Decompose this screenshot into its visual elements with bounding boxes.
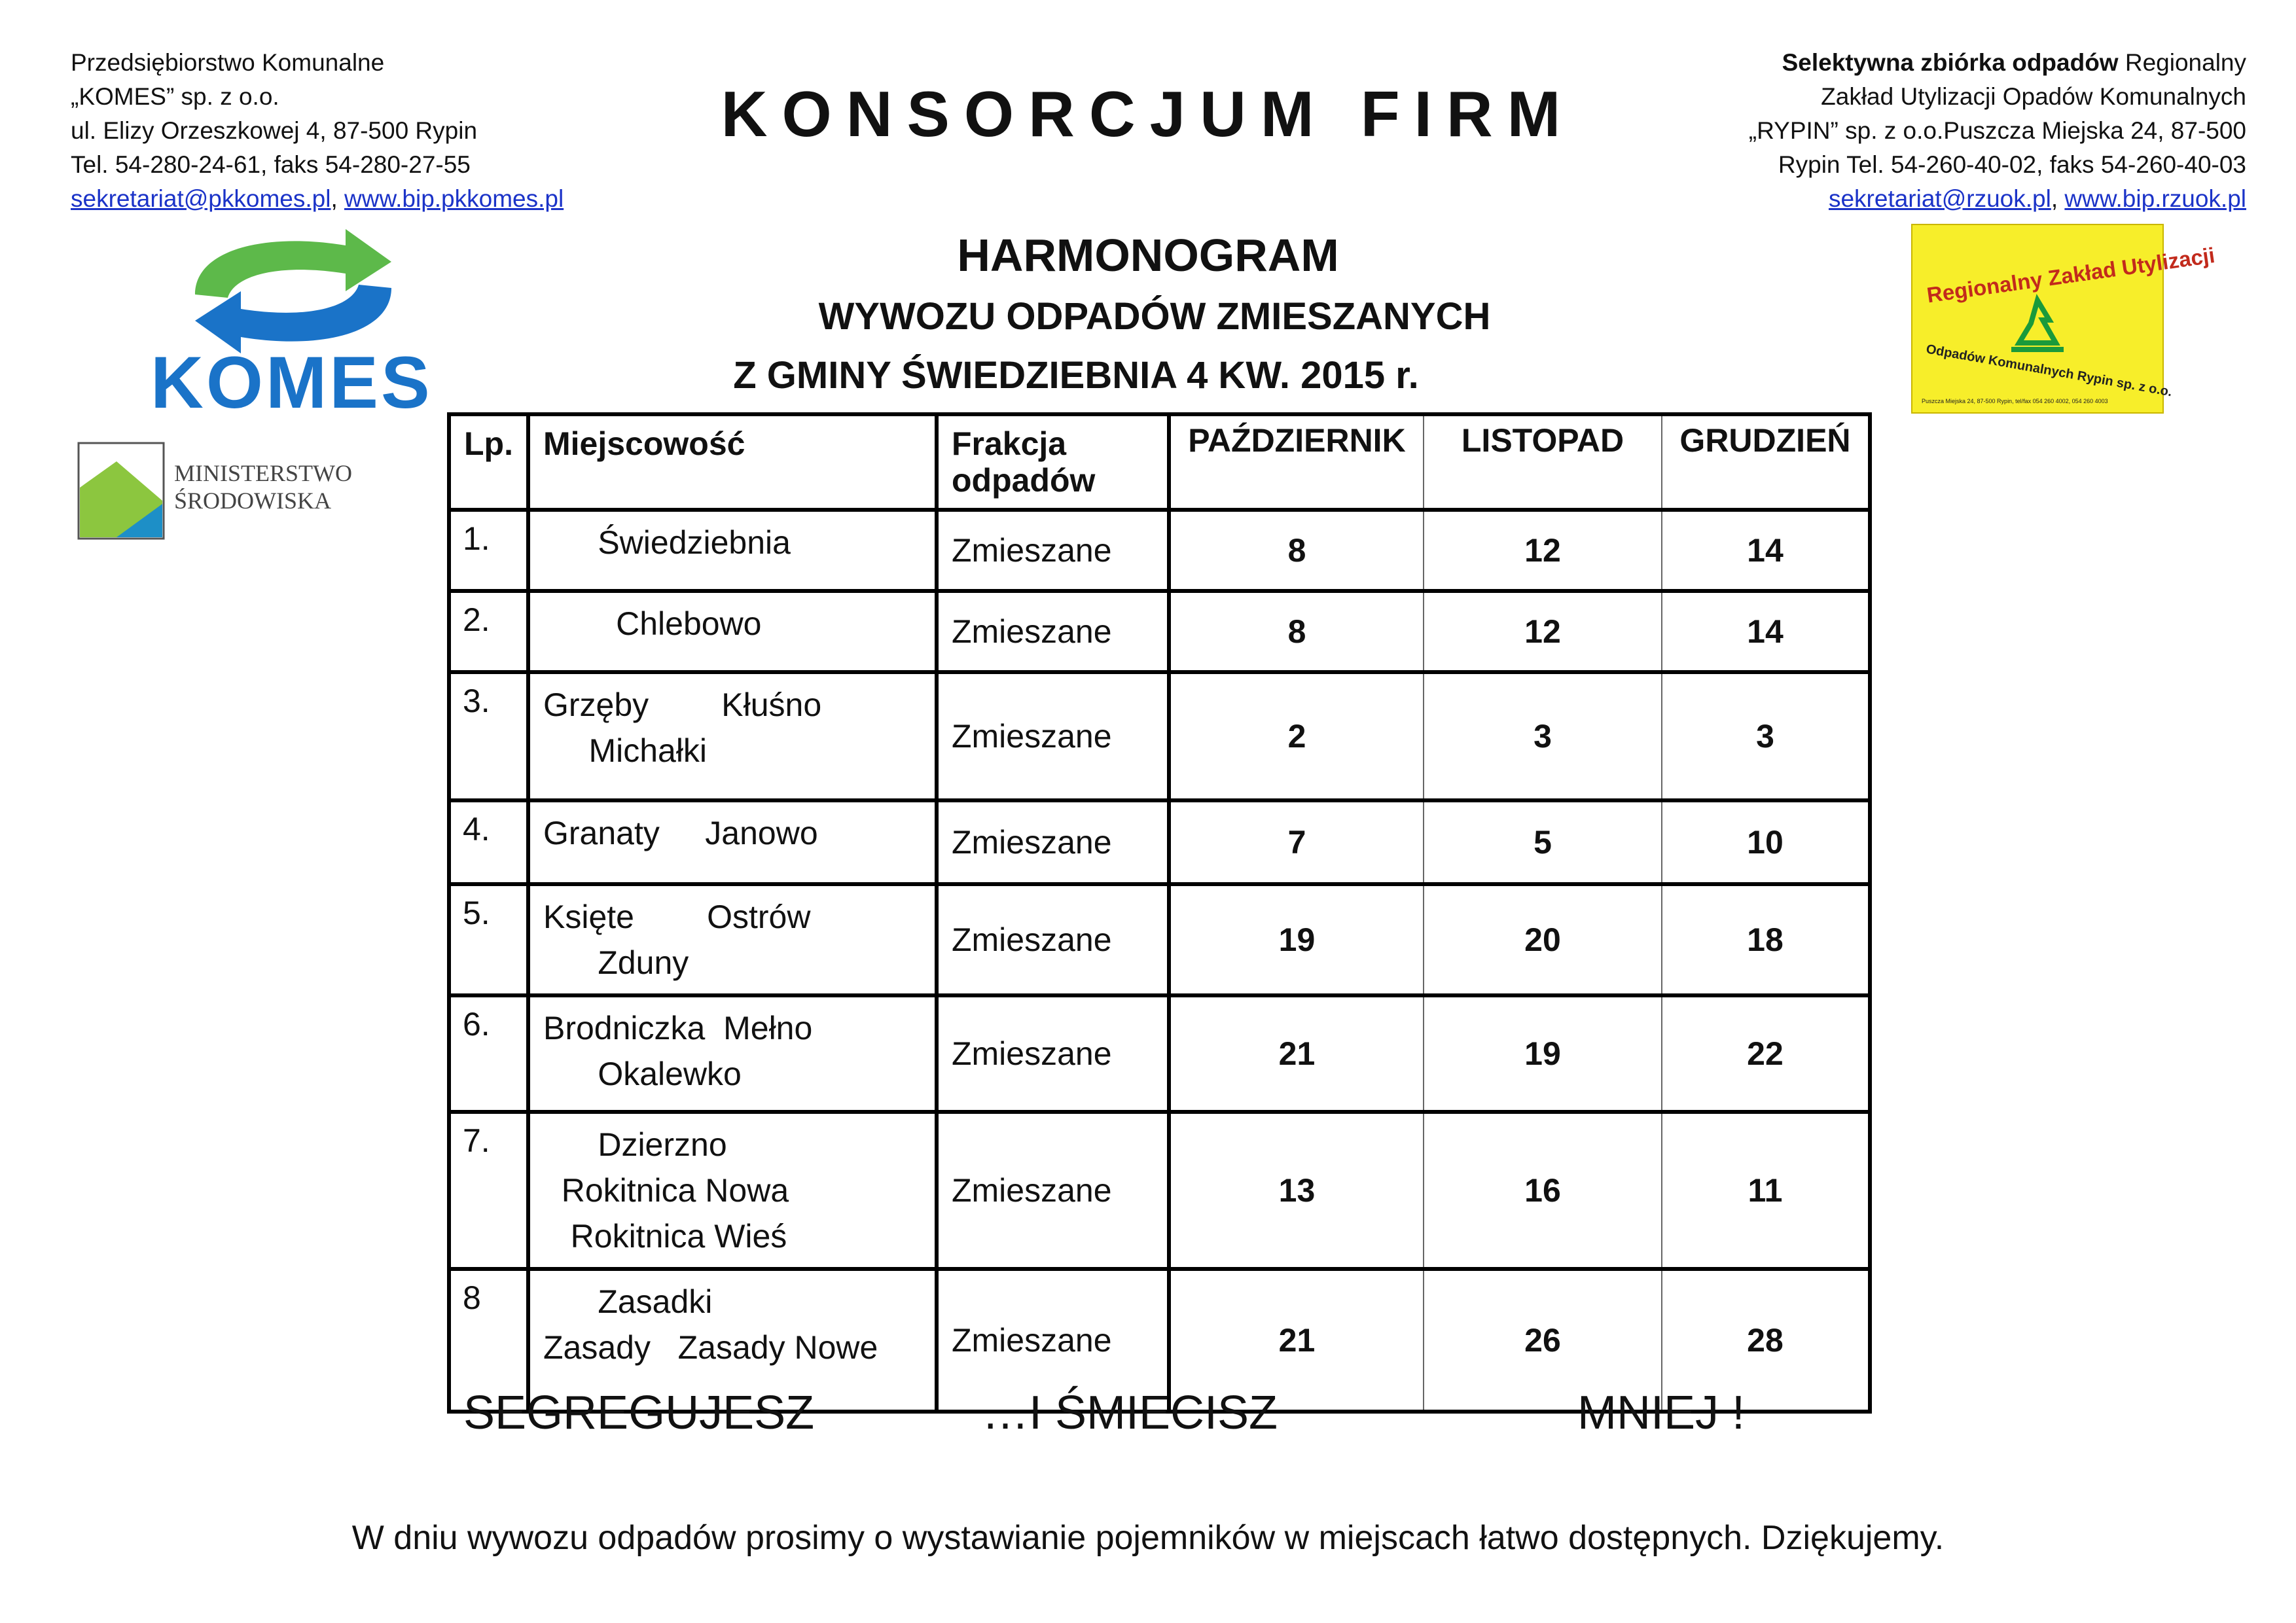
ministry-name-line1: MINISTERSTWO: [174, 460, 352, 486]
row-december: 10: [1662, 800, 1870, 884]
left-www-link[interactable]: www.bip.pkkomes.pl: [344, 185, 564, 212]
left-company-shortname: „KOMES” sp. z o.o.: [71, 83, 279, 110]
table-row: [449, 884, 1870, 995]
header-place: Miejscowość: [528, 414, 937, 510]
right-www-link[interactable]: www.bip.rzuok.pl: [2064, 185, 2246, 212]
slogan-part-2: …I ŚMIECISZ: [982, 1387, 1278, 1439]
table-row: [449, 591, 1870, 672]
rzuok-logo-small-text: Puszcza Miejska 24, 87-500 Rypin, tel/fax 054 260 4002, 054 260 4003: [1922, 398, 2108, 404]
left-email-link[interactable]: sekretariat@pkkomes.pl: [71, 185, 331, 212]
row-november: 26: [1424, 1269, 1662, 1412]
row-fraction: Zmieszane: [937, 995, 1169, 1112]
row-place: Świedziebnia: [528, 510, 937, 591]
right-company-links: [1749, 182, 2246, 216]
row-lp: 7.: [449, 1112, 528, 1269]
row-place: Zasadki Zasady Zasady Nowe: [528, 1269, 937, 1412]
right-email-link[interactable]: sekretariat@rzuok.pl: [1828, 185, 2051, 212]
row-fraction: Zmieszane: [937, 591, 1169, 672]
row-fraction: Zmieszane: [937, 510, 1169, 591]
row-place: Chlebowo: [528, 591, 937, 672]
row-place: Brodniczka Mełno Okalewko: [528, 995, 937, 1112]
row-lp: 4.: [449, 800, 528, 884]
table-row: [449, 1112, 1870, 1269]
left-company-phone: Tel. 54-280-24-61, faks 54-280-27-55: [71, 151, 471, 178]
heading-main: HARMONOGRAM: [957, 230, 1339, 281]
ministry-emblem-icon: [79, 443, 164, 539]
row-november: 12: [1424, 510, 1662, 591]
row-november: 19: [1424, 995, 1662, 1112]
row-october: 21: [1169, 1269, 1424, 1412]
row-october: 21: [1169, 995, 1424, 1112]
right-company-line1-rest: Regionalny: [2118, 49, 2246, 76]
right-company-phone: Rypin Tel. 54-260-40-02, faks 54-260-40-03: [1778, 151, 2246, 178]
right-company-line3: „RYPIN” sp. z o.o.Puszcza Miejska 24, 87-500: [1748, 117, 2246, 144]
header-month-october: PAŹDZIERNIK: [1169, 414, 1424, 510]
table-header-row: [449, 414, 1870, 510]
row-november: 16: [1424, 1112, 1662, 1269]
heading-sub-text: WYWOZU ODPADÓW ZMIESZANYCH: [818, 295, 1491, 338]
row-fraction: Zmieszane: [937, 800, 1169, 884]
heading-period-text: Z GMINY ŚWIEDZIEBNIA 4 KW. 2015 r.: [733, 354, 1419, 397]
header-lp: Lp.: [449, 414, 528, 510]
row-october: 19: [1169, 884, 1424, 995]
right-company-bold: Selektywna zbiórka odpadów: [1782, 49, 2119, 76]
row-october: 2: [1169, 672, 1424, 800]
left-links-separator: ,: [331, 185, 338, 212]
row-december: 22: [1662, 995, 1870, 1112]
row-november: 20: [1424, 884, 1662, 995]
row-december: 3: [1662, 672, 1870, 800]
footer-note: W dniu wywozu odpadów prosimy o wystawianie pojemników w miejscach łatwo dostępnych. Dziękujemy.: [351, 1519, 1945, 1557]
row-october: 8: [1169, 510, 1424, 591]
row-december: 14: [1662, 510, 1870, 591]
row-place: Granaty Janowo: [528, 800, 937, 884]
left-company-name: Przedsiębiorstwo Komunalne: [71, 49, 385, 76]
row-fraction: Zmieszane: [937, 884, 1169, 995]
right-links-separator: ,: [2051, 185, 2058, 212]
row-lp: 8: [449, 1269, 528, 1412]
row-december: 18: [1662, 884, 1870, 995]
row-place: Grzęby Kłuśno Michałki: [528, 672, 937, 800]
row-november: 3: [1424, 672, 1662, 800]
row-november: 12: [1424, 591, 1662, 672]
row-december: 11: [1662, 1112, 1870, 1269]
header-month-december: GRUDZIEŃ: [1662, 414, 1870, 510]
ministry-name-line2: ŚRODOWISKA: [174, 488, 332, 514]
table-row: [449, 995, 1870, 1112]
recycle-triangle-icon: [2011, 300, 2064, 349]
slogan-part-3: MNIEJ !: [1577, 1387, 1746, 1439]
right-company-line2: Zakład Utylizacji Opadów Komunalnych: [1821, 83, 2246, 110]
table-row: [449, 510, 1870, 591]
row-fraction: Zmieszane: [937, 1112, 1169, 1269]
row-october: 7: [1169, 800, 1424, 884]
row-october: 8: [1169, 591, 1424, 672]
recycle-arrows-icon: [195, 229, 391, 353]
rzuok-logo-top-text: Regionalny Zakład Utylizacji: [1925, 243, 2217, 308]
left-company-links: [71, 182, 564, 216]
header-fraction: Frakcja odpadów: [937, 414, 1169, 510]
table-row: [449, 672, 1870, 800]
row-place: Księte Ostrów Zduny: [528, 884, 937, 995]
row-lp: 2.: [449, 591, 528, 672]
row-december: 28: [1662, 1269, 1870, 1412]
ministry-logo: [77, 442, 352, 543]
row-lp: 5.: [449, 884, 528, 995]
rzuok-logo: [1911, 224, 2217, 414]
header-month-november: LISTOPAD: [1424, 414, 1662, 510]
row-november: 5: [1424, 800, 1662, 884]
schedule-table: [447, 412, 1872, 1414]
slogan-part-1: SEGREGUJESZ: [463, 1387, 815, 1439]
row-place: Dzierzno Rokitnica Nowa Rokitnica Wieś: [528, 1112, 937, 1269]
right-company-line1: [1749, 46, 2246, 80]
row-lp: 3.: [449, 672, 528, 800]
row-october: 13: [1169, 1112, 1424, 1269]
row-lp: 1.: [449, 510, 528, 591]
rzuok-logo-bottom-text: Odpadów Komunalnych Rypin sp. z o.o.: [1925, 342, 2174, 400]
row-lp: 6.: [449, 995, 528, 1112]
document-title: KONSORCJUM FIRM: [721, 78, 1575, 150]
row-fraction: Zmieszane: [937, 672, 1169, 800]
table-row: [449, 800, 1870, 884]
row-december: 14: [1662, 591, 1870, 672]
row-fraction: Zmieszane: [937, 1269, 1169, 1412]
komes-logo-text: KOMES: [151, 342, 433, 423]
left-company-address: ul. Elizy Orzeszkowej 4, 87-500 Rypin: [71, 117, 478, 144]
